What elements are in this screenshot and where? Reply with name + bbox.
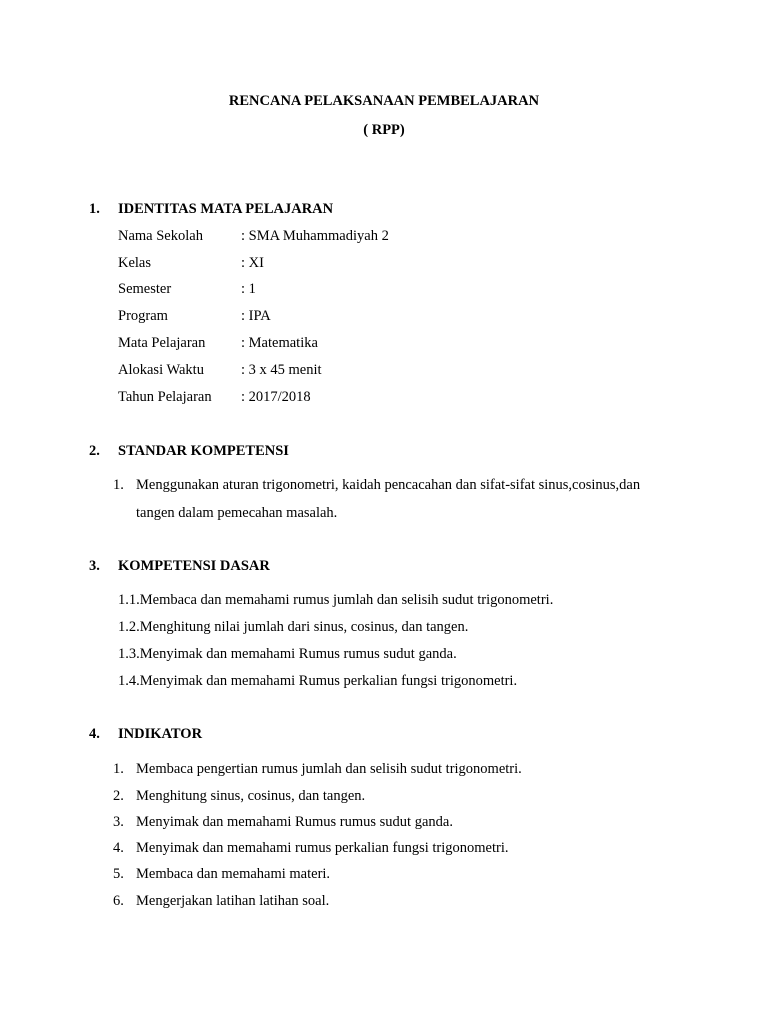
section-2-heading: STANDAR KOMPETENSI — [118, 443, 289, 459]
competency-standard-number: 1. — [113, 477, 124, 493]
section-1-heading: IDENTITAS MATA PELAJARAN — [118, 201, 334, 217]
identity-label-subject: Mata Pelajaran — [118, 335, 206, 351]
document-subtitle: ( RPP) — [363, 122, 405, 138]
identity-value-school: : SMA Muhammadiyah 2 — [241, 228, 389, 244]
indicator-number: 3. — [113, 814, 124, 830]
basic-competency-item: 1.3.Menyimak dan memahami Rumus rumus sudut ganda. — [118, 646, 457, 662]
section-3-heading: KOMPETENSI DASAR — [118, 558, 270, 574]
basic-competency-item: 1.1.Membaca dan memahami rumus jumlah dan selisih sudut trigonometri. — [118, 592, 554, 608]
section-4-heading: INDIKATOR — [118, 726, 203, 742]
identity-value-program: : IPA — [241, 308, 271, 324]
indicator-number: 2. — [113, 788, 124, 804]
identity-value-subject: : Matematika — [241, 335, 318, 351]
identity-label-school: Nama Sekolah — [118, 228, 203, 244]
indicator-number: 1. — [113, 761, 124, 777]
indicator-text: Menghitung sinus, cosinus, dan tangen. — [136, 788, 366, 804]
indicator-text: Membaca dan memahami materi. — [136, 866, 331, 882]
section-3-number: 3. — [89, 558, 100, 574]
identity-value-time: : 3 x 45 menit — [241, 362, 322, 378]
identity-label-semester: Semester — [118, 281, 172, 297]
identity-label-year: Tahun Pelajaran — [118, 389, 212, 405]
indicator-number: 6. — [113, 893, 124, 909]
identity-label-program: Program — [118, 308, 168, 324]
indicator-text: Menyimak dan memahami rumus perkalian fungsi trigonometri. — [136, 840, 509, 856]
identity-value-semester: : 1 — [241, 281, 256, 297]
identity-value-year: : 2017/2018 — [241, 389, 311, 405]
basic-competency-item: 1.2.Menghitung nilai jumlah dari sinus, cosinus, dan tangen. — [118, 619, 469, 635]
section-2-number: 2. — [89, 443, 100, 459]
indicator-text: Membaca pengertian rumus jumlah dan selisih sudut trigonometri. — [136, 761, 522, 777]
indicator-number: 5. — [113, 866, 124, 882]
identity-value-class: : XI — [241, 255, 264, 271]
indicator-number: 4. — [113, 840, 124, 856]
section-1-number: 1. — [89, 201, 100, 217]
competency-standard-line-2: tangen dalam pemecahan masalah. — [136, 505, 338, 521]
competency-standard-line-1: Menggunakan aturan trigonometri, kaidah pencacahan dan sifat-sifat sinus,cosinus,dan — [136, 477, 641, 493]
identity-label-class: Kelas — [118, 255, 152, 271]
identity-label-time: Alokasi Waktu — [118, 362, 204, 378]
basic-competency-item: 1.4.Menyimak dan memahami Rumus perkalian fungsi trigonometri. — [118, 673, 518, 689]
indicator-text: Mengerjakan latihan latihan soal. — [136, 893, 330, 909]
indicator-text: Menyimak dan memahami Rumus rumus sudut ganda. — [136, 814, 453, 830]
section-4-number: 4. — [89, 726, 100, 742]
document-title: RENCANA PELAKSANAAN PEMBELAJARAN — [228, 93, 540, 109]
